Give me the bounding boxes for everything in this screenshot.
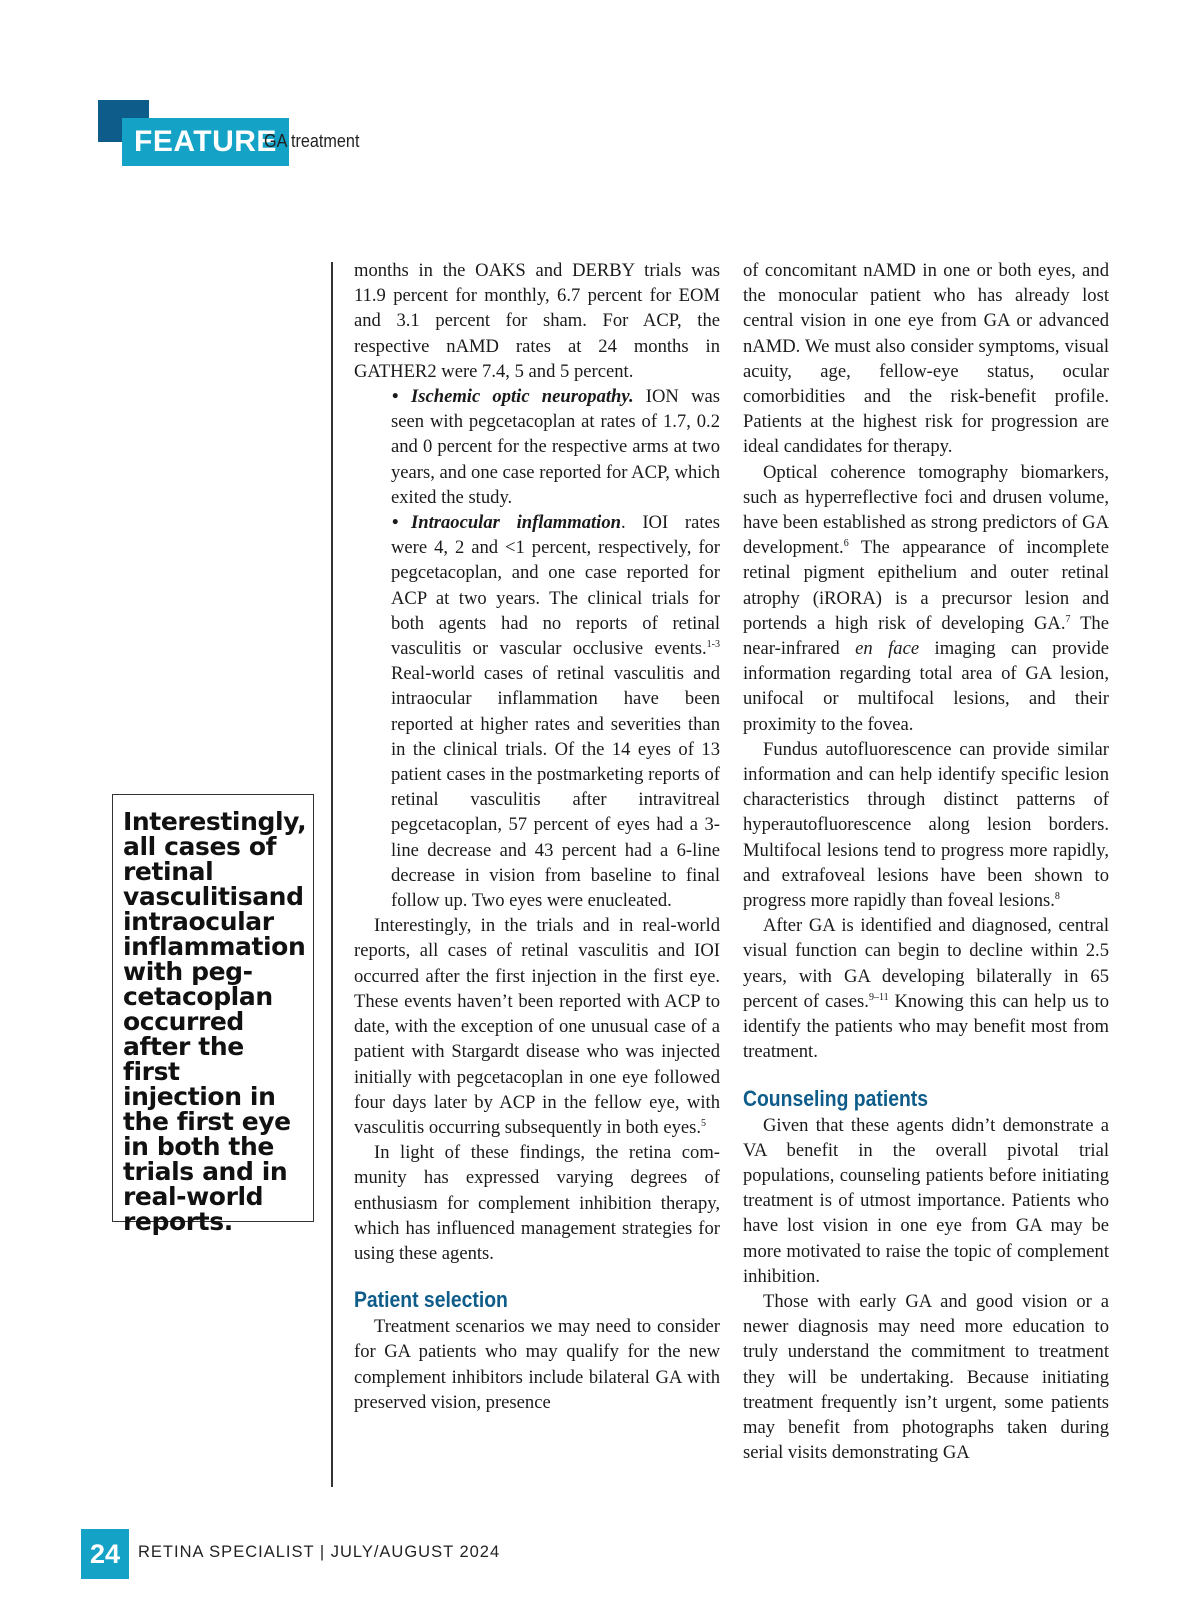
subheading-counseling-patients: Counseling patients	[743, 1085, 929, 1111]
list-item-heading: Ischemic optic neuropathy.	[411, 386, 634, 408]
page-number: 24	[81, 1529, 129, 1579]
paragraph-text: The appearance of incomplete retinal pigment epithelium and outer retinal atrophy (iRORA) is a precursor lesion and portends a high risk of developing GA.	[743, 537, 1109, 634]
paragraph-text: imaging can provide information regarding total area of GA lesion, unifocal or multifocal lesions, and their proximity to the fovea.	[743, 638, 1109, 735]
italic-term: en face	[855, 638, 920, 660]
reference-mark: 1-3	[706, 638, 720, 650]
reference-mark: 5	[701, 1117, 707, 1129]
paragraph	[743, 913, 1109, 1064]
feature-badge: FEATURE	[122, 118, 289, 166]
reference-mark: 8	[1054, 890, 1060, 902]
list-item	[391, 510, 720, 913]
paragraph	[354, 913, 720, 1140]
bullet-icon: •	[392, 386, 399, 408]
paragraph-text: After GA is identified and diagnosed, central visual function can begin to decline within 2.5 years, with GA developing bilaterally in 65 percent of cases.	[743, 915, 1109, 1012]
list-item-text: Real-world cases of retinal vasculitis and intraocular inflammation have been reported at higher rates and severities than in the clinical trials. Of the 14 eyes of 13 patient cases in the postmarketing reports of retinal vasculitis after intravitreal pegcetacoplan, 57 percent of eyes had a 3-line decrease and 43 percent had a 6-line decrease in vision from baseline to final follow up. Two eyes were enucleated.	[391, 663, 720, 912]
reference-mark: 6	[843, 538, 849, 550]
paragraph-text: The near-infrared	[743, 612, 1109, 660]
list-item-text: ION was seen with pegcetacoplan at rates of 1.7, 0.2 and 0 percent for the respective arms at two years, and one case reported for ACP, which exited the study.	[391, 386, 720, 508]
reference-mark: 9–11	[868, 991, 889, 1003]
list-item-heading: Intraocular inflammation	[411, 512, 621, 534]
paragraph: of concomitant nAMD in one or both eyes, and the monocular patient who has already lost central vision in one eye from GA or advanced nAMD. We must also consider symptoms, visual acuity, age, fellow-eye status, ocular comorbidities and the risk-benefit profile. Patients at the highest risk for progression are ideal candidates for therapy.	[743, 260, 1109, 458]
bullet-icon: •	[392, 512, 399, 534]
paragraph-text: Knowing this can help us to identify the patients who may benefit most from treatment.	[743, 990, 1110, 1063]
reference-mark: 7	[1065, 613, 1071, 625]
paragraph-text: Fundus autofluorescence can provide similar information and can help identify specific lesion characteristics through distinct patterns of hyperautofluorescence along lesion borders. Multifocal lesions tend to progress more rapidly, and extrafoveal lesions have been shown to progress more rapidly than foveal lesions.	[743, 738, 1109, 912]
paragraph: Treatment scenarios we may need to consider for GA patients who may qualify for the new complement inhibitors include bilateral GA with preserved vision, presence	[354, 1316, 720, 1413]
paragraph: Given that these agents didn’t demonstrate a VA benefit in the overall pivotal trial populations, counseling patients before initiating treatment is of utmost importance. Patients who have lost vision in one eye from GA may be more motivated to raise the topic of complement inhibition.	[743, 1114, 1109, 1287]
paragraph: In light of these findings, the retina community has expressed varying degrees of enthusiasm for complement inhibition therapy, which has influenced management strategies for using these agents.	[354, 1142, 720, 1264]
publication-footer: RETINA SPECIALIST | JULY/AUGUST 2024	[138, 1543, 501, 1561]
section-label: GA treatment	[264, 131, 360, 151]
bullet-list	[354, 384, 720, 913]
paragraph-text: Interestingly, in the trials and in real-world reports, all cases of retinal vasculitis and IOI occurred after the first injection in the first eye. These events haven’t been reported with ACP to date, with the exception of one unusual case of a patient with Stargardt disease who was injected initially with pegcetacoplan in one eye followed four days later by ACP in the fellow eye, with vasculitis occurring subsequently in both eyes.	[354, 915, 720, 1138]
paragraph	[743, 737, 1109, 913]
paragraph: months in the OAKS and DERBY trials was 11.9 percent for monthly, 6.7 percent for EOM and 3.1 percent for sham. For ACP, the respective nAMD rates at 24 months in GATHER2 were 7.4, 5 and 5 percent.	[354, 260, 720, 382]
column-1	[354, 258, 720, 1415]
column-2	[743, 258, 1109, 1465]
subheading-patient-selection: Patient selection	[354, 1287, 508, 1313]
pull-quote: Interestingly, all cases of retinal vasculitisand intraocular inflammation with pegcetacoplan occurred after the first injection in the first eye in both the trials and in real-world reports.	[112, 794, 314, 1222]
paragraph: Those with early GA and good vision or a newer diagnosis may need more education to truly understand the commitment to treatment they will be undertaking. Because initiating treatment frequently isn’t urgent, some patients may benefit from photographs taken during serial visits demonstrating GA	[743, 1290, 1109, 1464]
paragraph-text: Optical coherence tomography biomarkers, such as hyperreflective foci and drusen volume, have been established as strong predictors of GA development.	[743, 461, 1109, 559]
paragraph	[743, 460, 1109, 737]
column-divider	[331, 262, 333, 1487]
list-item	[391, 384, 720, 510]
list-item-text: . IOI rates were 4, 2 and <1 percent, respectively, for pegcetacoplan, and one case reported for ACP at two years. The clinical trials for both agents had no reports of retinal vasculitis or vascular occlusive events.	[391, 512, 721, 660]
